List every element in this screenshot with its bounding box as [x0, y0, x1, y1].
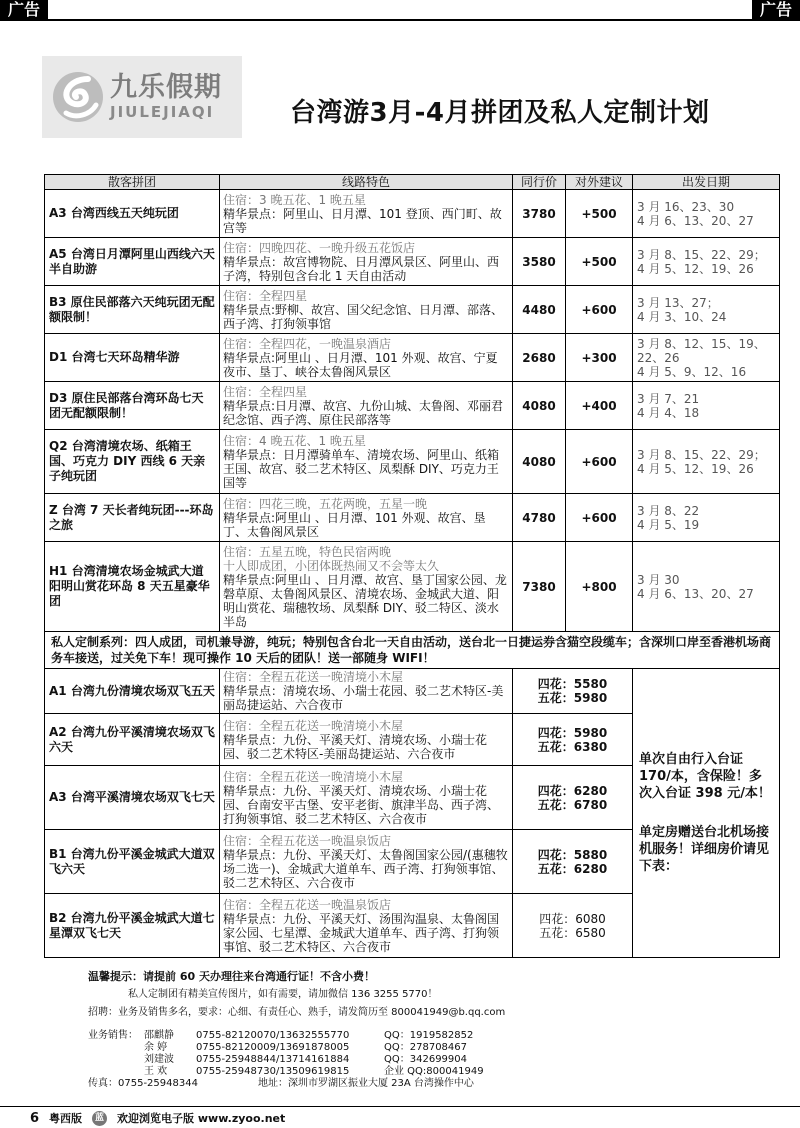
tour-features	[220, 334, 513, 382]
private-tour-name: A3 台湾平溪清境农场双飞七天	[45, 766, 220, 830]
table-row	[45, 494, 780, 542]
private-custom-note-row	[45, 632, 780, 669]
private-tour-name: B2 台湾九份平溪金城武大道七星潭双飞七天	[45, 894, 220, 958]
side-note-hotel: 单定房赠送台北机场接机服务！详细房价请见下表：	[639, 825, 770, 874]
tour-suggest: +600	[566, 494, 633, 542]
address: 地址：深圳市罗湖区振业大厦 23A 台湾操作中心	[258, 1078, 474, 1089]
ad-tag-right: 广告	[752, 0, 800, 20]
tour-stay: 住宿：五星五晚，特色民宿两晚 十人即成团，小团体既热闹又不会等太久	[223, 544, 440, 573]
tour-price: 3580	[513, 238, 566, 286]
contact-phone: 0755-82120009/13691878005	[196, 1042, 350, 1053]
table-row	[45, 669, 780, 714]
table-row	[45, 542, 780, 632]
tour-dates: 3 月 7、21 4 月 4、18	[633, 382, 780, 430]
tour-highlights: 精华景点：日月潭骑单车、清境农场、阿里山、纸箱王国、故宫、驳二艺术特区、凤梨酥 DIY、巧克力王国等	[223, 447, 500, 490]
tour-stay: 住宿：四花三晚，五花两晚，五星一晚	[223, 496, 428, 511]
header-route: 线路特色	[220, 175, 513, 190]
warm-tip: 温馨提示：请提前 60 天办理往来台湾通行证！不含小费！	[88, 970, 375, 983]
contact-phone: 0755-25948730/13509619815	[196, 1066, 350, 1077]
price-five-star: 五花：6780	[537, 797, 608, 812]
private-tour-price	[513, 830, 633, 894]
tour-highlights: 精华景点：九份、平溪天灯、清境农场、小瑞士花园、驳二艺术特区-美丽岛捷运站、六合夜市	[223, 732, 488, 761]
tour-price: 2680	[513, 334, 566, 382]
spacer	[88, 1054, 144, 1066]
tour-suggest: +400	[566, 382, 633, 430]
logo-chinese: 九乐假期	[110, 72, 222, 103]
tour-suggest: +300	[566, 334, 633, 382]
contact-phone: 0755-25948844/13714161884	[196, 1054, 350, 1065]
tour-features	[220, 542, 513, 632]
tour-suggest: +600	[566, 286, 633, 334]
table-row	[45, 286, 780, 334]
spacer	[88, 1042, 144, 1054]
tour-price: 4080	[513, 430, 566, 494]
tour-highlights: 精华景点：阿里山、日月潭、101 登顶、西门町、故宫等	[223, 206, 502, 235]
tour-dates: 3 月 8、15、22、29； 4 月 5、12、19、26	[633, 238, 780, 286]
header-suggest: 对外建议	[566, 175, 633, 190]
tour-features	[220, 382, 513, 430]
contact-phone: 0755-82120070/13632555770	[196, 1030, 350, 1041]
tour-suggest: +500	[566, 190, 633, 238]
private-tour-name: A2 台湾九份平溪清境农场双飞六天	[45, 714, 220, 766]
tour-highlights: 精华景点：故宫博物院、日月潭风景区、阿里山、西子湾，特别包含台北 1 天自由活动	[223, 254, 500, 283]
tour-stay: 住宿：全程五花送一晚清境小木屋	[223, 670, 404, 684]
edition-badge-icon: 蓝	[92, 1111, 107, 1126]
tour-highlights: 精华景点:阿里山 、日月潭、101 外观、故宫、垦丁、太鲁阁风景区	[223, 510, 486, 539]
private-tour-features	[220, 830, 513, 894]
tour-name: D3 原住民部落台湾环岛七天团无配额限制！	[45, 382, 220, 430]
bottom-rule	[0, 1106, 800, 1107]
page-footer	[30, 1110, 285, 1126]
private-tour-name: A1 台湾九份清境农场双飞五天	[45, 669, 220, 714]
tour-stay: 住宿：3 晚五花、1 晚五星	[223, 192, 366, 207]
contact-block	[88, 1030, 484, 1090]
tour-name: B3 原住民部落六天纯玩团无配额限制！	[45, 286, 220, 334]
private-tour-price	[513, 669, 633, 714]
sales-label: 业务销售：	[88, 1030, 138, 1041]
tour-suggest: +800	[566, 542, 633, 632]
price-four-star: 四花：5980	[537, 725, 608, 740]
tour-highlights: 精华景点：清境农场、小瑞士花园、驳二艺术特区-美丽岛捷运站、六合夜市	[223, 684, 504, 712]
tour-features	[220, 190, 513, 238]
contact-qq: 企业 QQ:800041949	[384, 1066, 484, 1077]
tour-price: 4080	[513, 382, 566, 430]
table-row	[45, 382, 780, 430]
price-five-star: 五花：6280	[537, 861, 608, 876]
table-row	[45, 190, 780, 238]
tour-stay: 住宿：全程五花送一晚温泉饭店	[223, 833, 392, 848]
contact-name: 余 婷	[144, 1042, 168, 1053]
page-number: 6	[30, 1110, 40, 1126]
tour-features	[220, 286, 513, 334]
hiring-note: 招聘：业务及销售多名，要求：心细、有责任心、熟手，请发简历至 800041949@b.qq.com	[88, 1007, 506, 1018]
tour-stay: 住宿：全程五花送一晚温泉饭店	[223, 897, 392, 912]
table-header-row	[45, 175, 780, 190]
private-tour-name: B1 台湾九份平溪金城武大道双飞六天	[45, 830, 220, 894]
tour-name: Q2 台湾清境农场、纸箱王国、巧克力 DIY 西线 6 天亲子纯玩团	[45, 430, 220, 494]
tour-name: Z 台湾 7 天长者纯玩团---环岛之旅	[45, 494, 220, 542]
website-link[interactable]: 欢迎浏览电子版 www.zyoo.net	[117, 1112, 286, 1125]
edition-label: 粤西版	[49, 1112, 83, 1125]
tour-highlights: 精华景点:阿里山 、日月潭、101 外观、故宫、宁夏夜市、垦丁、峡谷太鲁阁风景区	[223, 350, 498, 379]
tour-features	[220, 238, 513, 286]
tour-dates: 3 月 16、23、30 4 月 6、13、20、27	[633, 190, 780, 238]
logo-english: JIULEJIAQI	[110, 103, 215, 121]
company-logo	[42, 56, 242, 138]
tour-table	[44, 174, 780, 958]
tour-stay: 住宿：4 晚五花、1 晚五星	[223, 433, 366, 448]
fax: 传真：0755-25948344	[88, 1078, 198, 1089]
table-row	[45, 334, 780, 382]
table-row	[45, 430, 780, 494]
private-tour-features	[220, 894, 513, 958]
private-tour-price	[513, 714, 633, 766]
tour-highlights: 精华景点：九份、平溪天灯、汤围沟温泉、太鲁阁国家公园、七星潭、金城武大道单车、西子湾、打狗领事馆、驳二艺术特区、六合夜市	[223, 911, 500, 954]
tour-stay: 住宿：全程四花，一晚温泉酒店	[223, 336, 392, 351]
tour-highlights: 精华景点:阿里山 、日月潭、故宫、垦丁国家公园、龙磐草原、太鲁阁风景区、清境农场、金城武大道、阳明山赏花、瑞穗牧场、凤梨酥 DIY、驳二特区、淡水半岛	[223, 572, 507, 629]
tour-dates: 3 月 8、22 4 月 5、19	[633, 494, 780, 542]
tour-dates: 3 月 8、15、22、29； 4 月 5、12、19、26	[633, 430, 780, 494]
contact-qq: QQ：278708467	[384, 1042, 468, 1053]
price-four-star: 四花：5580	[537, 677, 608, 691]
tour-price: 4480	[513, 286, 566, 334]
header-trade-price: 同行价	[513, 175, 566, 190]
private-tour-features	[220, 766, 513, 830]
swirl-logo-icon	[50, 69, 106, 125]
tour-suggest: +500	[566, 238, 633, 286]
price-four-star: 四花：6080	[539, 911, 606, 926]
table-row	[45, 238, 780, 286]
private-tour-price	[513, 766, 633, 830]
contact-name: 王 欢	[144, 1066, 168, 1077]
header-group-tour: 散客拼团	[45, 175, 220, 190]
tour-features	[220, 430, 513, 494]
tour-dates: 3 月 8、12、15、19、22、26 4 月 5、9、12、16	[633, 334, 780, 382]
tour-highlights: 精华景点:日月潭、故宫、九份山城、太鲁阁、邓丽君纪念馆、西子湾、原住民部落等	[223, 398, 504, 427]
tour-dates: 3 月 30 4 月 6、13、20、27	[633, 542, 780, 632]
price-five-star: 五花：5980	[537, 691, 608, 705]
price-four-star: 四花：6280	[537, 783, 608, 798]
top-rule	[0, 19, 800, 21]
tour-stay: 住宿：全程五花送一晚清境小木屋	[223, 769, 404, 784]
tour-suggest: +600	[566, 430, 633, 494]
tour-name: A5 台湾日月潭阿里山西线六天半自助游	[45, 238, 220, 286]
tour-price: 3780	[513, 190, 566, 238]
tour-highlights: 精华景点:野柳、故宫、国父纪念馆、日月潭、部落、西子湾、打狗领事馆	[223, 302, 504, 331]
ad-tag-left: 广告	[0, 0, 48, 20]
tour-name: A3 台湾西线五天纯玩团	[45, 190, 220, 238]
price-five-star: 五花：6380	[537, 739, 608, 754]
private-pictures-note: 私人定制团有精美宣传图片，如有需要，请加微信 136 3255 5770！	[128, 989, 438, 1000]
tour-price: 4780	[513, 494, 566, 542]
spacer	[88, 1066, 144, 1078]
contact-qq: QQ：342699904	[384, 1054, 468, 1065]
tour-stay: 住宿：全程四星	[223, 384, 308, 399]
private-tour-price	[513, 894, 633, 958]
tour-features	[220, 494, 513, 542]
contact-name: 邵麒静	[144, 1030, 174, 1041]
tour-stay: 住宿：全程四星	[223, 288, 308, 303]
tour-dates: 3 月 13、27； 4 月 3、10、24	[633, 286, 780, 334]
contact-name: 刘建波	[144, 1054, 174, 1065]
price-four-star: 四花：5880	[537, 847, 608, 862]
price-five-star: 五花：6580	[539, 925, 606, 940]
tour-stay: 住宿：全程五花送一晚清境小木屋	[223, 718, 404, 733]
private-custom-note: 私人定制系列：四人成团，司机兼导游，纯玩；特别包含台北一天自由活动，送台北一日捷运券含猫空段缆车；含深圳口岸至香港机场商务车接送，过关免下车！现可操作 10 天后的团队！送一部随身 WIFI！	[45, 632, 780, 669]
side-note-visa: 单次自由行入台证 170/本，含保险！多次入台证 398 元/本！	[639, 752, 771, 801]
side-notes	[633, 669, 780, 958]
tour-highlights: 精华景点：九份、平溪天灯、太鲁阁国家公园/(惠穗牧场二选一)、金城武大道单车、西子湾、打狗领事馆、驳二艺术特区、六合夜市	[223, 847, 508, 890]
private-tour-features	[220, 714, 513, 766]
private-tour-features	[220, 669, 513, 714]
tour-highlights: 精华景点：九份、平溪天灯、清境农场、小瑞士花园、台南安平古堡、安平老街、旗津半岛、西子湾、打狗领事馆、驳二艺术特区、六合夜市	[223, 783, 500, 826]
tour-name: H1 台湾清境农场金城武大道阳明山赏花环岛 8 天五星豪华团	[45, 542, 220, 632]
tour-stay: 住宿：四晚四花、一晚升级五花饭店	[223, 240, 416, 255]
contact-qq: QQ：1919582852	[384, 1030, 474, 1041]
tour-name: D1 台湾七天环岛精华游	[45, 334, 220, 382]
tour-price: 7380	[513, 542, 566, 632]
page-title: 台湾游3月-4月拼团及私人定制计划	[290, 98, 710, 128]
header-dates: 出发日期	[633, 175, 780, 190]
